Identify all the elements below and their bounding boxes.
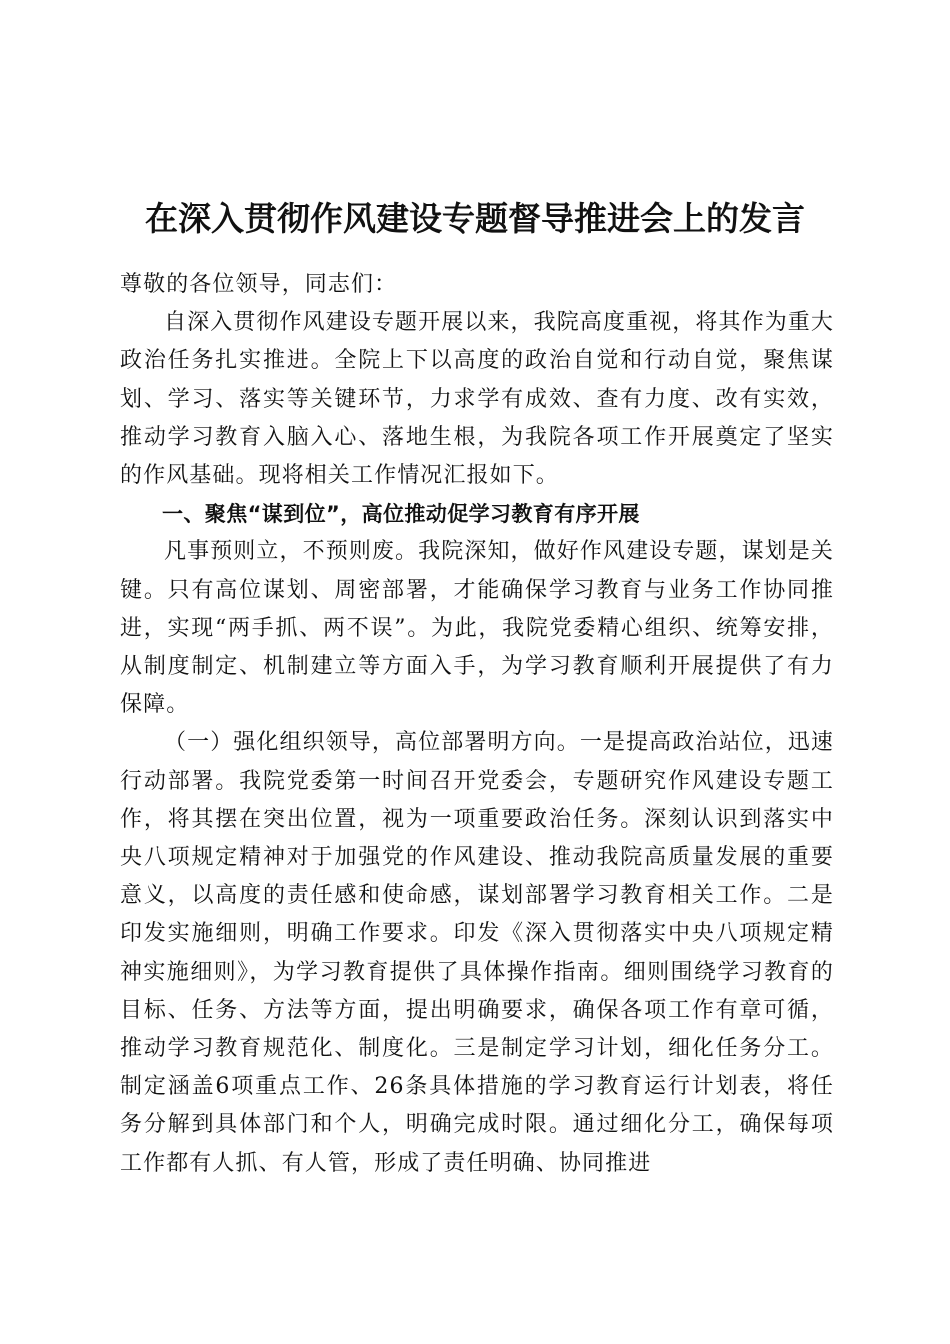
salutation: 尊敬的各位领导，同志们： (120, 272, 398, 297)
section-heading-1: 一、聚焦“谋到位”，高位推动促学习教育有序开展 (162, 502, 640, 527)
paragraph-subsection-1: （一）强化组织领导，高位部署明方向。一是提高政治站位，迅速行动部署。我院党委第一时间召开党委会，专题研究作风建设专题工作，将其摆在突出位置，视为一项重要政治任务。深刻认识到落实中央八项规定精神对于加强党的作风建设、推动我院高质量发展的重要意义，以高度的责任感和使命感，谋划部署学习教育相关工作。二是印发实施细则，明确工作要求。印发《深入贯彻落实中央八项规定精神实施细则》，为学习教育提供了具体操作指南。细则围绕学习教育的目标、任务、方法等方面，提出明确要求，确保各项工作有章可循，推动学习教育规范化、制度化。三是制定学习计划，细化任务分工。制定涵盖6项重点工作、26条具体措施的学习教育运行计划表，将任务分解到具体部门和个人，明确完成时限。通过细化分工，确保每项工作都有人抓、有人管，形成了责任明确、协同推进 (120, 730, 834, 1176)
document-body (120, 266, 834, 1183)
document-title: 在深入贯彻作风建设专题督导推进会上的发言 (145, 199, 805, 238)
paragraph-section-1: 凡事预则立，不预则废。我院深知，做好作风建设专题，谋划是关键。只有高位谋划、周密部署，才能确保学习教育与业务工作协同推进，实现“两手抓、两不误”。为此，我院党委精心组织、统筹安排，从制度制定、机制建立等方面入手，为学习教育顺利开展提供了有力保障。 (120, 539, 834, 718)
paragraph-intro: 自深入贯彻作风建设专题开展以来，我院高度重视，将其作为重大政治任务扎实推进。全院上下以高度的政治自觉和行动自觉，聚焦谋划、学习、落实等关键环节，力求学有成效、查有力度、改有实效，推动学习教育入脑入心、落地生根，为我院各项工作开展奠定了坚实的作风基础。现将相关工作情况汇报如下。 (120, 310, 834, 489)
